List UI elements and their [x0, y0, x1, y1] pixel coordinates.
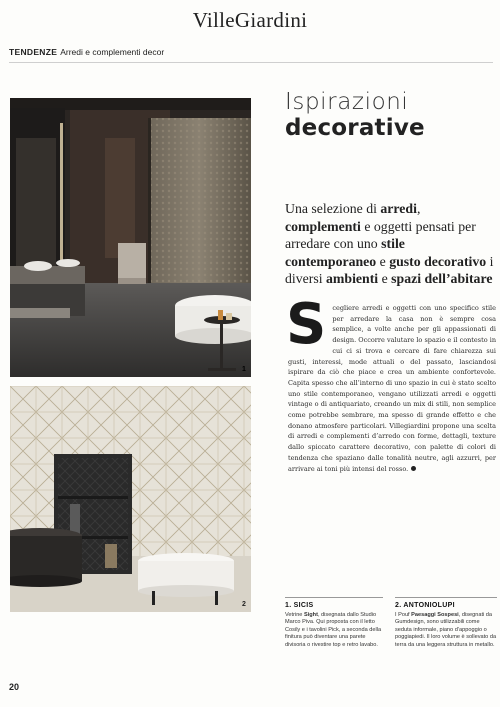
- caption-text: , disegnata dallo Studio Marco Piva. Qui proposta con il letto Cosily e i tavolini Pick, a seconda della finitura può diventare una parete divisoria o rivestire top e retro lavabo.: [285, 611, 382, 648]
- caption-sicis: [285, 602, 383, 649]
- lead-highlight: complementi: [285, 218, 361, 234]
- photo-pouf-interior: [10, 386, 251, 612]
- lead-highlight: ambienti: [326, 271, 379, 287]
- section-label: TENDENZE: [9, 47, 58, 57]
- lead-text: ,: [416, 201, 421, 216]
- lead-highlight: arredi: [380, 201, 417, 216]
- caption-text: , disegnati da Gumdesign, sono utilizzabili come seduta informale, piano d’appoggio o poggiapiedi. Il loro volume è sollevato da terra da una leggera struttura in metallo.: [395, 611, 497, 648]
- section-subtitle: Arredi e complementi decor: [60, 47, 165, 57]
- lead-text: Una selezione di: [285, 201, 381, 216]
- article-title: [285, 90, 495, 142]
- caption-title: 1. SICIS: [285, 602, 314, 609]
- caption-title: 2. ANTONIOLUPI: [395, 602, 455, 609]
- lead-text: e: [376, 253, 390, 269]
- caption-divider: [395, 597, 497, 598]
- photo-bathroom-interior: [10, 98, 251, 377]
- page-number: 20: [9, 682, 20, 692]
- header-divider: [9, 62, 493, 63]
- title-line-1: Ispirazioni: [285, 89, 409, 115]
- end-mark-icon: [411, 466, 416, 471]
- caption-product: Sight: [303, 611, 318, 618]
- photo-number-1: 1: [242, 366, 246, 373]
- lead-text: e: [378, 271, 392, 287]
- body-paragraph: cegliere arredi e oggetti con uno specifico stile per arredare la casa non è sempre cosa semplice, a volte anche per gli appassionati di design. Occorre valutare lo spazio e il contesto in cui ci si trova e cercare di fare chiarezza sui gusti, interessi, mode attuali o del passato, lasciandosi ispirare da ciò che piace e crea un ambiente confortevole. Capita spesso che all’interno di uno spazio in cui è stato scelto uno stile contemporaneo, vengano utilizzati arredi e oggetti vintage o di antiquariato, creando un mix di stili, non semplice come potrebbe sembrare, ma spesso di grande effetto e che donano atmosfere particolari. Villegiardini propone una scelta di arredi e complementi d’arredo con forme, dettagli, texture dallo spiccato carattere decorativo, con palette di colori di tendenza che spaziano dalle tonalità neutre, agli azzurri, per arrivare ai toni più intensi del rosso.: [288, 304, 496, 473]
- lead-text: i diversi: [285, 253, 494, 287]
- drop-cap: S: [286, 292, 327, 357]
- section-header: [9, 47, 164, 57]
- lead-highlight: spazi dell’abitare: [391, 271, 493, 287]
- title-line-2: decorative: [285, 114, 425, 141]
- caption-text: Vetrine: [285, 611, 304, 618]
- caption-product: Paesaggi Sospesi: [411, 611, 459, 618]
- caption-divider: [285, 597, 383, 598]
- photo-number-2: 2: [242, 601, 246, 608]
- caption-antoniolupi: [395, 602, 497, 649]
- lead-highlight: stile contemporaneo: [285, 236, 405, 269]
- article-body: [286, 292, 496, 474]
- masthead-logo: VilleGiardini: [192, 8, 308, 32]
- lead-highlight: gusto decorativo: [389, 253, 487, 269]
- caption-text: I Pouf: [395, 611, 412, 618]
- article-lead: [285, 200, 497, 288]
- lead-text: e oggetti pensati per arredare con uno: [285, 218, 476, 252]
